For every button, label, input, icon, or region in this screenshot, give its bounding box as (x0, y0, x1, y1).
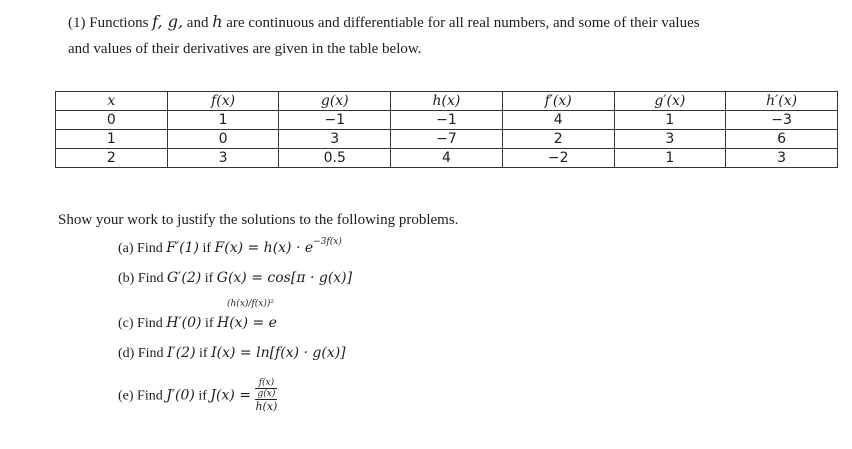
table-cell: −1 (391, 111, 503, 130)
table-cell: −1 (279, 111, 391, 130)
table-cell: 2 (502, 130, 614, 149)
table-cell: 0 (56, 111, 168, 130)
table-cell: 1 (167, 111, 279, 130)
problem-b: (b) Find G′(2) if G(x) = cos[π · g(x)] (118, 270, 353, 286)
table-cell: 3 (167, 149, 279, 168)
table-cell: −3 (726, 111, 838, 130)
table-cell: 1 (56, 130, 168, 149)
header-g: g(x) (279, 92, 391, 111)
table-cell: 3 (279, 130, 391, 149)
header-hprime: h′(x) (726, 92, 838, 111)
header-h: h(x) (391, 92, 503, 111)
problem-e: (e) Find J′(0) if J(x) = f(x) g(x) h(x) (118, 378, 278, 413)
table-cell: −2 (502, 149, 614, 168)
table-cell: 0 (167, 130, 279, 149)
table-cell: 0.5 (279, 149, 391, 168)
table-cell: 1 (614, 149, 726, 168)
table-cell: 6 (726, 130, 838, 149)
header-fprime: f′(x) (502, 92, 614, 111)
problem-a: (a) Find F′(1) if $F(x) = h(x) \cdot e^{-3f(x)}$ (118, 237, 342, 256)
table-header-row (56, 92, 838, 111)
exponent: (h(x)/f(x))² (227, 299, 274, 309)
header-f: f(x) (167, 92, 279, 111)
header-x: x (56, 92, 168, 111)
table-row (56, 149, 838, 168)
table-cell: 4 (391, 149, 503, 168)
table-row (56, 130, 838, 149)
function-names: f, g, (152, 12, 184, 31)
problem-d: (d) Find I′(2) if I(x) = ln[f(x) · g(x)] (118, 345, 346, 361)
table-cell: 2 (56, 149, 168, 168)
values-table (55, 91, 838, 168)
table-cell: 3 (614, 130, 726, 149)
instructions: Show your work to justify the solutions to the following problems. (58, 212, 459, 228)
table-cell: 4 (502, 111, 614, 130)
table-cell: 1 (614, 111, 726, 130)
intro-line-2: and values of their derivatives are given in the table below. (68, 41, 422, 57)
header-gprime: g′(x) (614, 92, 726, 111)
problem-c: (c) Find H′(0) if H(x) = e (h(x)/f(x))² (118, 299, 277, 331)
problem-intro (68, 9, 838, 62)
table-cell: 3 (726, 149, 838, 168)
nested-fraction: f(x) g(x) h(x) (255, 378, 278, 413)
table-cell: −7 (391, 130, 503, 149)
table-row (56, 111, 838, 130)
intro-line-1: (1) Functions f, g, and h are continuous and differentiable for all real numbers, and some of their values (68, 12, 700, 31)
